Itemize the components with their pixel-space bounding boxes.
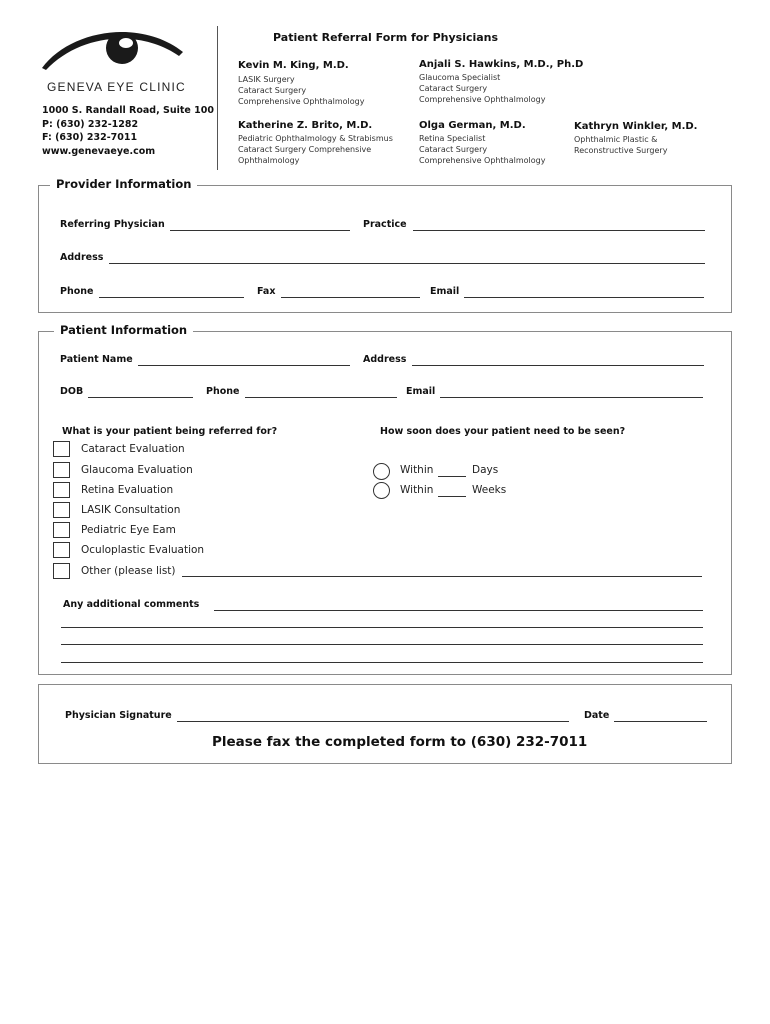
physician-card — [238, 60, 364, 107]
comments-field-line[interactable] — [61, 644, 703, 645]
weeks-count-field[interactable] — [438, 496, 466, 497]
referring-physician-field[interactable] — [170, 230, 350, 231]
provider-fax-label: Fax — [257, 286, 276, 297]
patient-email-label: Email — [406, 386, 436, 397]
physician-specialty: Cataract Surgery Comprehensive — [238, 145, 372, 154]
patient-address-field[interactable] — [412, 365, 704, 366]
cataract-evaluation-checkbox[interactable] — [53, 441, 70, 457]
physician-specialty: Pediatric Ophthalmology & Strabismus — [238, 134, 393, 143]
provider-fax-field[interactable] — [281, 297, 420, 298]
provider-email-field[interactable] — [464, 297, 704, 298]
form-title: Patient Referral Form for Physicians — [273, 31, 499, 44]
patient-section — [38, 331, 732, 675]
date-field[interactable] — [614, 721, 707, 722]
provider-email-label: Email — [430, 286, 460, 297]
header-divider — [217, 26, 218, 170]
clinic-logo-eye-icon — [40, 22, 185, 72]
clinic-website: www.genevaeye.com — [42, 145, 156, 157]
referral-reason-question: What is your patient being referred for? — [62, 426, 278, 437]
referral-option-label: Other (please list) — [81, 565, 176, 577]
oculoplastic-evaluation-checkbox[interactable] — [53, 542, 70, 558]
patient-phone-field[interactable] — [245, 397, 397, 398]
referring-physician-label: Referring Physician — [60, 219, 165, 230]
physician-specialty: Comprehensive Ophthalmology — [419, 156, 546, 165]
physician-name: Katherine Z. Brito, M.D. — [238, 120, 373, 131]
provider-address-label: Address — [60, 252, 104, 263]
provider-phone-label: Phone — [60, 286, 94, 297]
practice-field[interactable] — [413, 230, 705, 231]
practice-label: Practice — [363, 219, 407, 230]
within-weeks-radio[interactable] — [373, 482, 390, 499]
physician-card — [574, 121, 697, 156]
retina-evaluation-checkbox[interactable] — [53, 482, 70, 498]
comments-field-line[interactable] — [61, 662, 703, 663]
patient-name-field[interactable] — [138, 365, 350, 366]
physician-specialty: Cataract Surgery — [238, 86, 307, 95]
within-label: Within — [400, 464, 434, 476]
physician-name: Anjali S. Hawkins, M.D., Ph.D — [419, 59, 584, 70]
referral-option-label: Retina Evaluation — [81, 484, 174, 496]
provider-address-field[interactable] — [109, 263, 705, 264]
physician-card — [419, 120, 545, 166]
other-checkbox[interactable] — [53, 563, 70, 579]
patient-address-label: Address — [363, 354, 407, 365]
physician-signature-field[interactable] — [177, 721, 569, 722]
clinic-contact-block — [42, 104, 214, 158]
provider-section — [38, 185, 732, 313]
clinic-name: GENEVA EYE CLINIC — [47, 80, 186, 94]
patient-phone-label: Phone — [206, 386, 240, 397]
comments-field[interactable] — [214, 610, 703, 611]
comments-label: Any additional comments — [63, 599, 200, 610]
referral-option-label: Pediatric Eye Eam — [81, 524, 176, 536]
provider-section-legend: Provider Information — [50, 177, 197, 191]
referral-option-label: Cataract Evaluation — [81, 443, 185, 455]
physician-name: Kevin M. King, M.D. — [238, 60, 349, 71]
referral-option-label: Oculoplastic Evaluation — [81, 544, 205, 556]
patient-email-field[interactable] — [440, 397, 703, 398]
physician-specialty: Reconstructive Surgery — [574, 146, 668, 155]
physician-name: Olga German, M.D. — [419, 120, 526, 131]
urgency-question: How soon does your patient need to be seen? — [380, 426, 626, 437]
patient-name-label: Patient Name — [60, 354, 133, 365]
within-days-radio[interactable] — [373, 463, 390, 480]
signature-section — [38, 684, 732, 764]
lasik-consultation-checkbox[interactable] — [53, 502, 70, 518]
referral-option-label: LASIK Consultation — [81, 504, 181, 516]
physician-card — [238, 120, 393, 166]
days-count-field[interactable] — [438, 476, 466, 477]
physician-specialty: Comprehensive Ophthalmology — [419, 95, 546, 104]
physician-specialty: Ophthalmic Plastic & — [574, 135, 658, 144]
physician-specialty: Comprehensive Ophthalmology — [238, 97, 365, 106]
clinic-address: 1000 S. Randall Road, Suite 100 — [42, 105, 214, 116]
date-label: Date — [584, 710, 610, 721]
other-field[interactable] — [182, 576, 702, 577]
clinic-phone: P: (630) 232-1282 — [42, 118, 139, 130]
provider-phone-field[interactable] — [99, 297, 244, 298]
physician-specialty: LASIK Surgery — [238, 75, 295, 84]
fax-instruction: Please fax the completed form to (630) 232-7011 — [212, 734, 588, 750]
physician-specialty: Ophthalmology — [238, 156, 300, 165]
physician-name: Kathryn Winkler, M.D. — [574, 121, 698, 132]
patient-section-legend: Patient Information — [54, 323, 193, 337]
within-label: Within — [400, 484, 434, 496]
days-label: Days — [472, 464, 499, 476]
dob-label: DOB — [60, 386, 84, 397]
physician-specialty: Retina Specialist — [419, 134, 486, 143]
physician-specialty: Cataract Surgery — [419, 84, 488, 93]
comments-field-line[interactable] — [61, 627, 703, 628]
pediatric-eye-exam-checkbox[interactable] — [53, 522, 70, 538]
glaucoma-evaluation-checkbox[interactable] — [53, 462, 70, 478]
physician-card — [419, 59, 583, 105]
weeks-label: Weeks — [472, 484, 507, 496]
referral-option-label: Glaucoma Evaluation — [81, 464, 193, 476]
physician-signature-label: Physician Signature — [65, 710, 172, 721]
clinic-fax: F: (630) 232-7011 — [42, 132, 138, 143]
physician-specialty: Cataract Surgery — [419, 145, 488, 154]
dob-field[interactable] — [88, 397, 193, 398]
physician-specialty: Glaucoma Specialist — [419, 73, 501, 82]
